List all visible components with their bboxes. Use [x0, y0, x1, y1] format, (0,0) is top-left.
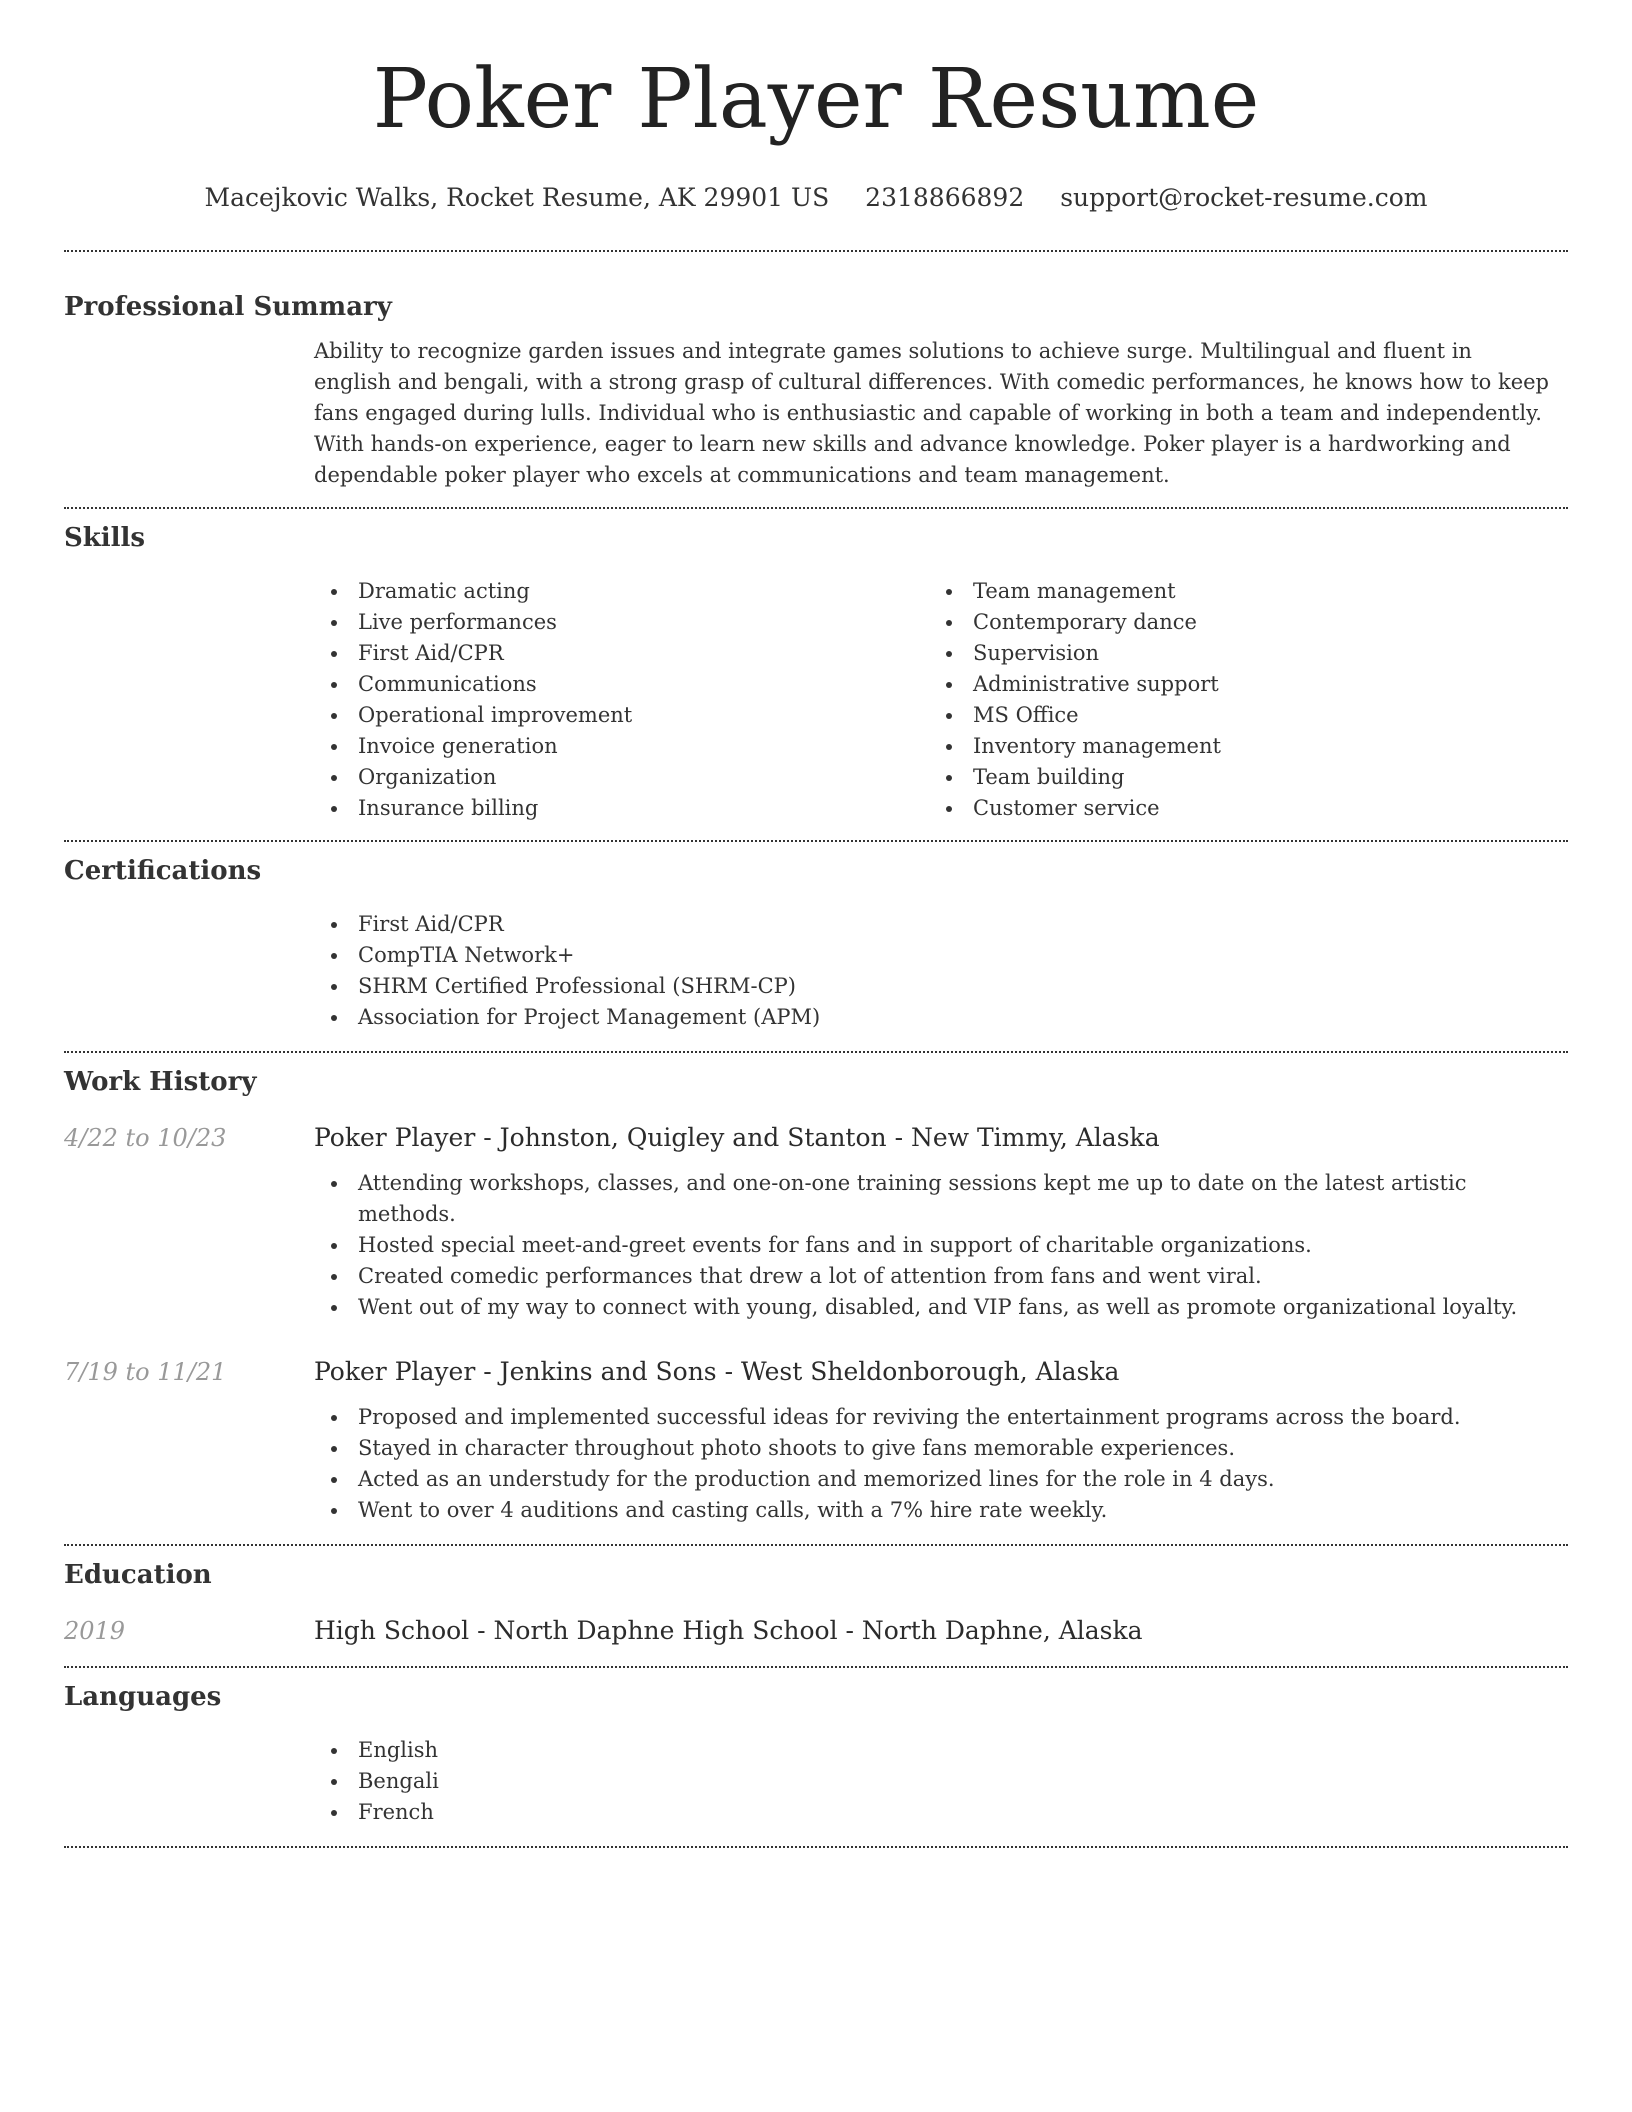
job-title: Poker Player - Johnston, Quigley and Stanton - New Timmy, Alaska — [314, 1123, 1160, 1152]
list-item: First Aid/CPR — [314, 638, 929, 669]
summary-text: Ability to recognize garden issues and integrate games solutions to achieve surge. Multilingual and fluent in english and bengali, with a strong grasp of cultural differences. With comedic performances, he knows how to keep fans engaged during lulls. Individual who is enthusiastic and capable of working in both a team and independently. With hands-on experience, eager to learn new skills and advance knowledge. Poker player is a hardworking and dependable poker player who excels at communications and team management. — [314, 339, 1549, 487]
divider — [64, 840, 1568, 842]
list-item: Stayed in character throughout photo shoots to give fans memorable experiences. — [314, 1433, 1568, 1464]
list-item: Dramatic acting — [314, 576, 929, 607]
contact-address: Macejkovic Walks, Rocket Resume, AK 29901 US — [204, 183, 830, 212]
resume-page — [64, 0, 1568, 1848]
list-item: MS Office — [929, 700, 1544, 731]
section-heading-work: Work History — [64, 1067, 257, 1097]
list-item: Team building — [929, 762, 1544, 793]
job-entry — [64, 1121, 1568, 1323]
languages-list — [314, 1735, 1568, 1828]
divider — [64, 1051, 1568, 1053]
section-work-history — [64, 1065, 1568, 1526]
contact-phone: 2318866892 — [865, 183, 1025, 212]
list-item: Supervision — [929, 638, 1544, 669]
list-item: Acted as an understudy for the production and memorized lines for the role in 4 days. — [314, 1464, 1568, 1495]
section-languages — [64, 1680, 1568, 1828]
list-item: First Aid/CPR — [314, 909, 1568, 940]
list-item: Team management — [929, 576, 1544, 607]
list-item: Operational improvement — [314, 700, 929, 731]
skills-list-left — [314, 576, 929, 824]
divider — [64, 1544, 1568, 1546]
job-bullets — [314, 1168, 1568, 1323]
list-item: French — [314, 1797, 1568, 1828]
list-item: Hosted special meet-and-greet events for fans and in support of charitable organizations. — [314, 1230, 1568, 1261]
list-item: Contemporary dance — [929, 607, 1544, 638]
job-title: Poker Player - Jenkins and Sons - West Sheldonborough, Alaska — [314, 1357, 1120, 1386]
section-heading-certifications: Certifications — [64, 856, 262, 886]
certifications-list — [314, 909, 1568, 1033]
list-item: Went to over 4 auditions and casting calls, with a 7% hire rate weekly. — [314, 1495, 1568, 1526]
contact-email: support@rocket-resume.com — [1060, 183, 1428, 212]
list-item: CompTIA Network+ — [314, 940, 1568, 971]
list-item: Went out of my way to connect with young, disabled, and VIP fans, as well as promote organizational loyalty. — [314, 1292, 1568, 1323]
list-item: Association for Project Management (APM) — [314, 1002, 1568, 1033]
education-entry — [64, 1614, 1568, 1648]
job-entry — [64, 1355, 1568, 1526]
list-item: SHRM Certified Professional (SHRM-CP) — [314, 971, 1568, 1002]
divider — [64, 1846, 1568, 1848]
education-title: High School - North Daphne High School - North Daphne, Alaska — [314, 1616, 1143, 1645]
list-item: Attending workshops, classes, and one-on-one training sessions kept me up to date on the latest artistic methods. — [314, 1168, 1568, 1230]
section-education — [64, 1558, 1568, 1648]
list-item: Inventory management — [929, 731, 1544, 762]
list-item: Administrative support — [929, 669, 1544, 700]
divider — [64, 250, 1568, 252]
list-item: Customer service — [929, 793, 1544, 824]
contact-line — [64, 182, 1568, 214]
list-item: Created comedic performances that drew a lot of attention from fans and went viral. — [314, 1261, 1568, 1292]
job-bullets — [314, 1402, 1568, 1526]
divider — [64, 1666, 1568, 1668]
list-item: Proposed and implemented successful ideas for reviving the entertainment programs across the board. — [314, 1402, 1568, 1433]
education-year: 2019 — [64, 1617, 126, 1645]
section-heading-languages: Languages — [64, 1682, 222, 1712]
section-heading-skills: Skills — [64, 523, 146, 553]
list-item: Organization — [314, 762, 929, 793]
divider — [64, 507, 1568, 509]
section-skills — [64, 521, 1568, 824]
list-item: Bengali — [314, 1766, 1568, 1797]
skills-columns — [314, 576, 1568, 824]
list-item: Communications — [314, 669, 929, 700]
list-item: Invoice generation — [314, 731, 929, 762]
section-heading-education: Education — [64, 1560, 212, 1590]
section-summary — [64, 290, 1568, 491]
list-item: Insurance billing — [314, 793, 929, 824]
job-dates: 7/19 to 11/21 — [64, 1358, 227, 1386]
list-item: English — [314, 1735, 1568, 1766]
skills-list-right — [929, 576, 1544, 824]
list-item: Live performances — [314, 607, 929, 638]
page-title: Poker Player Resume — [372, 52, 1260, 147]
section-certifications — [64, 854, 1568, 1033]
section-heading-summary: Professional Summary — [64, 292, 392, 322]
job-dates: 4/22 to 10/23 — [64, 1124, 227, 1152]
